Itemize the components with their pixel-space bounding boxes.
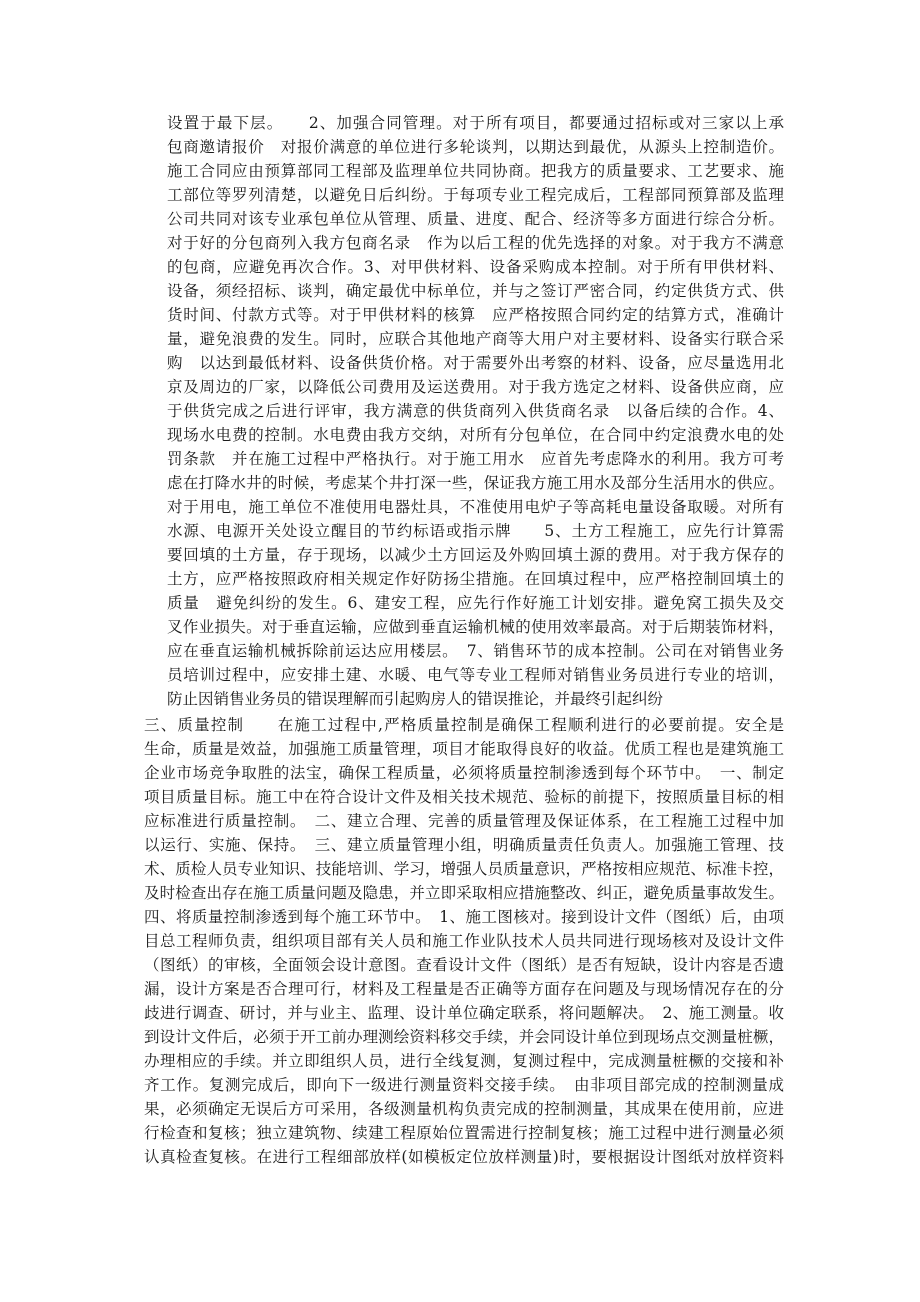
text-line: （图纸）的审核，全面领会设计意图。查看设计文件（图纸）是否有短缺，设计内容是否遗 [144, 956, 784, 974]
text-line: 企业市场竞争取胜的法宝，确保工程质量，必须将质量控制渗透到每个环节中。 一、制定 [144, 764, 784, 782]
text-line: 罚条款 并在施工过程中严格执行。对于施工用水 应首先考虑降水的利用。我方可考 [167, 450, 784, 468]
text-line: 办理相应的手续。并立即组织人员，进行全线复测，复测过程中，完成测量桩橛的交接和补 [144, 1052, 784, 1070]
text-line: 工部位等罗列清楚，以避免日后纠纷。于每项专业工程完成后，工程部同预算部及监理 [167, 186, 784, 204]
text-line: 应标准进行质量控制。 二、建立合理、完善的质量管理及保证体系，在工程施工过程中加 [144, 812, 784, 830]
text-line: 包商邀请报价 对报价满意的单位进行多轮谈判，以期达到最优，从源头上控制造价。 [167, 138, 784, 156]
text-line: 对于好的分包商列入我方包商名录 作为以后工程的优先选择的对象。对于我方不满意 [167, 234, 784, 252]
text-line: 四、将质量控制渗透到每个施工环节中。 1、施工图核对。接到设计文件（图纸）后，由项 [144, 908, 784, 926]
text-line: 现场水电费的控制。水电费由我方交纳，对所有分包单位，在合同中约定浪费水电的处 [167, 426, 784, 444]
text-line: 叉作业损失。对于垂直运输，应做到垂直运输机械的使用效率最高。对于后期装饰材料， [167, 618, 784, 636]
text-line: 项目质量目标。施工中在符合设计文件及相关技术规范、验标的前提下，按照质量目标的相 [144, 788, 784, 806]
text-line: 齐工作。复测完成后，即向下一级进行测量资料交接手续。 由非项目部完成的控制测量成 [144, 1076, 784, 1094]
text-line: 行检查和复核；独立建筑物、续建工程原始位置需进行控制复核；施工过程中进行测量必须 [144, 1124, 784, 1142]
text-line: 三、质量控制 在施工过程中,严格质量控制是确保工程顺利进行的必要前提。安全是 [144, 716, 784, 734]
text-line: 货时间、付款方式等。对于甲供材料的核算 应严格按照合同约定的结算方式，准确计 [167, 306, 784, 324]
text-line: 果，必须确定无误后方可采用，各级测量机构负责完成的控制测量，其成果在使用前，应进 [144, 1100, 784, 1118]
text-line: 量，避免浪费的发生。同时，应联合其他地产商等大用户对主要材料、设备实行联合采 [167, 330, 784, 348]
text-line: 认真检查复核。在进行工程细部放样(如模板定位放样测量)时，要根据设计图纸对放样资料 [144, 1148, 784, 1166]
text-line: 生命，质量是效益，加强施工质量管理，项目才能取得良好的收益。优质工程也是建筑施工 [144, 740, 784, 758]
text-line: 公司共同对该专业承包单位从管理、质量、进度、配合、经济等多方面进行综合分析。 [167, 210, 784, 228]
text-line: 对于用电，施工单位不准使用电器灶具，不准使用电炉子等高耗电量设备取暖。对所有 [167, 498, 784, 516]
text-line: 及时检查出存在施工质量问题及隐患，并立即采取相应措施整改、纠正，避免质量事故发生。 [144, 884, 784, 902]
text-line: 目总工程师负责，组织项目部有关人员和施工作业队技术人员共同进行现场核对及设计文件 [144, 932, 784, 950]
text-line: 虑在打降水井的时候，考虑某个井打深一些，保证我方施工用水及部分生活用水的供应。 [167, 474, 784, 492]
text-line: 设置于最下层。 2、加强合同管理。对于所有项目，都要通过招标或对三家以上承 [167, 114, 784, 132]
text-line: 应在垂直运输机械拆除前运达应用楼层。 7、销售环节的成本控制。公司在对销售业务 [167, 642, 784, 660]
text-line: 要回填的土方量，存于现场，以减少土方回运及外购回填土源的费用。对于我方保存的 [167, 546, 784, 564]
text-line: 以运行、实施、保持。 三、建立质量管理小组，明确质量责任负责人。加强施工管理、技 [144, 836, 784, 854]
text-line: 购 以达到最低材料、设备供货价格。对于需要外出考察的材料、设备，应尽量选用北 [167, 354, 784, 372]
text-line: 质量 避免纠纷的发生。6、建安工程，应先行作好施工计划安排。避免窝工损失及交 [167, 594, 784, 612]
text-line: 土方，应严格按照政府相关规定作好防扬尘措施。在回填过程中，应严格控制回填土的 [167, 570, 784, 588]
text-line: 京及周边的厂家，以降低公司费用及运送费用。对于我方选定之材料、设备供应商，应 [167, 378, 784, 396]
text-line: 漏，设计方案是否合理可行，材料及工程量是否正确等方面存在问题及与现场情况存在的分 [144, 980, 784, 998]
text-line: 施工合同应由预算部同工程部及监理单位共同协商。把我方的质量要求、工艺要求、施 [167, 162, 784, 180]
text-line: 歧进行调查、研讨，并与业主、监理、设计单位确定联系，将问题解决。 2、施工测量。收 [144, 1004, 784, 1022]
text-line: 防止因销售业务员的错误理解而引起购房人的错误推论，并最终引起纠纷 [167, 690, 664, 708]
text-line: 到设计文件后，必须于开工前办理测绘资料移交手续，并会同设计单位到现场点交测量桩橛， [144, 1028, 784, 1046]
text-line: 的包商，应避免再次合作。3、对甲供材料、设备采购成本控制。对于所有甲供材料、 [167, 258, 784, 276]
text-line: 术、质检人员专业知识、技能培训、学习，增强人员质量意识，严格按相应规范、标准卡控， [144, 860, 784, 878]
text-line: 员培训过程中，应安排土建、水暖、电气等专业工程师对销售业务员进行专业的培训， [167, 666, 784, 684]
text-line: 设备，须经招标、谈判，确定最优中标单位，并与之签订严密合同，约定供货方式、供 [167, 282, 784, 300]
text-line: 于供货完成之后进行评审，我方满意的供货商列入供货商名录 以备后续的合作。4、 [167, 402, 784, 420]
text-line: 水源、电源开关处设立醒目的节约标语或指示牌 5、土方工程施工，应先行计算需 [167, 522, 784, 540]
